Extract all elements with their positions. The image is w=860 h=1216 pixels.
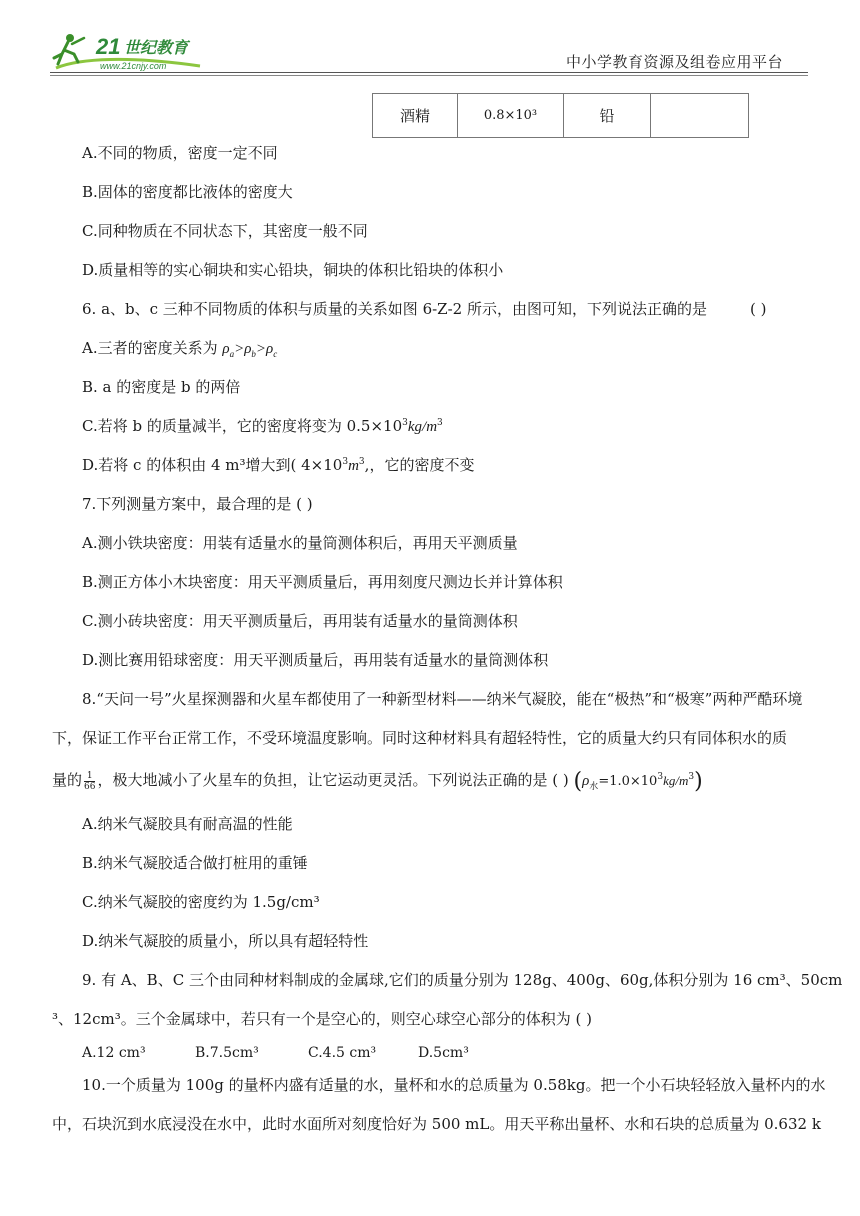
q9-option-c: C.4.5 cm³ (308, 1045, 377, 1061)
q9-line-2: ³、12cm³。三个金属球中，若只有一个是空心的，则空心球空心部分的体积为 ( ) (52, 1010, 592, 1028)
q6-option-c: C.若将 b 的质量减半，它的密度将变为 $0.5\times 10^3kg/m^3$ (82, 417, 443, 435)
q10-line-2: 中，石块沉到水底浸没在水中，此时水面所对刻度恰好为 500 mL。用天平称出量杯、水和石块的总质量为 0.632 k (52, 1115, 821, 1133)
q6-option-a: A.三者的密度关系为 $\rho_a>\rho_b>\rho_c$ (82, 339, 278, 359)
q7-stem: 7.下列测量方案中，最合理的是 ( ) (82, 495, 313, 513)
q7-option-d: D.测比赛用铅球密度：用天平测质量后，再用装有适量水的量筒测体积 (82, 651, 549, 669)
q8-line-3-prefix: 量的 (52, 771, 83, 789)
svg-text:21: 21 (96, 34, 121, 59)
q6-option-b: B. a 的密度是 b 的两倍 (82, 378, 241, 396)
q8-option-b: B.纳米气凝胶适合做打桩用的重锤 (82, 854, 308, 872)
q6-option-d: D.若将 c 的体积由 4 m³增大到( $4\times 10^3m^3$,，它的密度不变 (82, 456, 475, 474)
q10-line-1: 10.一个质量为 100g 的量杯内盛有适量的水，量杯和水的总质量为 0.58kg。把一个小石块轻轻放入量杯内的水 (82, 1076, 826, 1094)
platform-title: 中小学教育资源及组卷应用平台 (566, 53, 784, 71)
q7-option-c: C.测小砖块密度：用天平测质量后，再用装有适量水的量筒测体积 (82, 612, 518, 630)
density-table (372, 93, 749, 138)
header-rule-thin (50, 75, 808, 76)
fraction-denominator: 66 (84, 781, 96, 792)
table-cell: 0.8×10³ (458, 94, 564, 138)
table-cell (651, 94, 749, 138)
q7-option-b: B.测正方体小木块密度：用天平测质量后，再用刻度尺测边长并计算体积 (82, 573, 563, 591)
q8-fraction (84, 771, 95, 792)
logo-wordmark: 世纪教育 (124, 38, 189, 57)
q8-line-3-text: ，极大地减小了火星车的负担，让它运动更灵活。下列说法正确的是 ( ) (97, 771, 569, 789)
page-header (0, 0, 860, 80)
table-cell: 酒精 (373, 94, 458, 138)
q8-line-1: 8.“天问一号”火星探测器和火星车都使用了一种新型材料——纳米气凝胶，能在“极热”和“极寒”两种严酷环境 (82, 690, 803, 708)
q6-option-c-text: C.若将 b 的质量减半，它的密度将变为 0.5×10 (82, 417, 403, 435)
q5-option-b: B.固体的密度都比液体的密度大 (82, 183, 293, 201)
rho-water-subscript: 水 (589, 782, 599, 792)
q5-option-c: C.同种物质在不同状态下，其密度一般不同 (82, 222, 368, 240)
q9-option-a: A.12 cm³ (82, 1045, 146, 1061)
rho-water-value: =1.0×10 (598, 774, 658, 789)
q9-option-b: B.7.5cm³ (195, 1045, 259, 1061)
q6-answer-bracket: ( ) (750, 300, 767, 318)
q9-line-1: 9. 有 A、B、C 三个由同种材料制成的金属球,它们的质量分别为 128g、400g、60g,体积分别为 16 cm³、50cm (82, 971, 843, 989)
header-rule (50, 72, 808, 73)
table-cell: 铅 (564, 94, 651, 138)
logo-21cnjy (50, 28, 230, 76)
fraction-numerator: 1 (84, 771, 95, 782)
q8-option-d: D.纳米气凝胶的质量小，所以具有超轻特性 (82, 932, 369, 950)
q6-option-a-text: A.三者的密度关系为 (82, 339, 218, 357)
q5-option-a: A.不同的物质，密度一定不同 (82, 144, 278, 162)
svg-text:www.21cnjy.com: www.21cnjy.com (100, 61, 167, 71)
table-row (373, 94, 749, 138)
q9-option-d: D.5cm³ (418, 1045, 469, 1061)
q6-option-d-suffix: ，它的密度不变 (369, 456, 475, 474)
q7-option-a: A.测小铁块密度：用装有适量水的量筒测体积后，再用天平测质量 (82, 534, 518, 552)
q8-option-a: A.纳米气凝胶具有耐高温的性能 (82, 815, 293, 833)
q6-option-d-text: D.若将 c 的体积由 4 m³增大到( 4×10 (82, 456, 343, 474)
q6-stem: 6. a、b、c 三种不同物质的体积与质量的关系如图 6-Z-2 所示，由图可知，下列说法正确的是 (82, 300, 707, 318)
q8-option-c: C.纳米气凝胶的密度约为 1.5g/cm³ (82, 893, 320, 911)
q8-line-2: 下，保证工作平台正常工作，不受环境温度影响。同时这种材料具有超轻特性，它的质量大约只有同体积水的质 (52, 729, 788, 747)
q8-line-3: 量的 $\frac{1}{66}$ ，极大地减小了火星车的负担，让它运动更灵活。下列说法正确的是 ( ) $(\rho_水=1.0\times 10^3kg/m^3)$ (52, 769, 703, 794)
q5-option-d: D.质量相等的实心铜块和实心铅块，铜块的体积比铅块的体积小 (82, 261, 504, 279)
